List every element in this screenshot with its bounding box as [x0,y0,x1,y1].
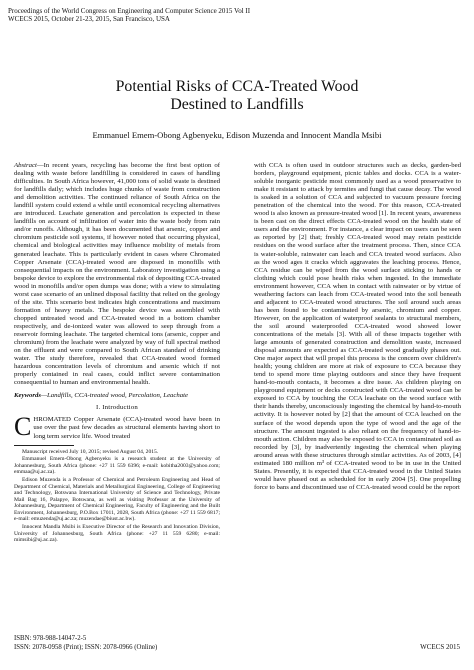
introduction-text: HROMATED Copper Arsenate (CCA)-treated wood have been in use over the past few decades as structural elements having short to long term service life. Wood treated [33,416,220,440]
left-column [14,162,220,545]
right-column-text: with CCA is often used in outdoor structures such as decks, garden-bed borders, playground equipment, picnic tables and docks. CCA is a water-soluble inorganic pesticide most commonly used as a wood preservative to make it resistant to attack by termites and fungi that cause decay. The wood is soaked in a solution of CCA and subjected to vacuum pressure forcing penetration of the chemical into the wood. For this reason, CCA-treated wood is also known as pressure-treated wood [1]. In recent years, awareness is been cast on the direct effects CCA-treated wood on the health state of users and the environment. For instance, a clear impact on users can be seen as reported by [2] that; freshly CCA-treated wood may retain pesticide residues on the wood surface after the treatment process. Then, since CCA is water-soluble, rainwater can leach and CCA treated wood surfaces. Also as the wood ages it cracks which aggravates the leaching process. Hence, CCA residue can be wiped from the wood surface sticking to hands or clothing which could pose health risks when ingested. In the immediate environment however, CCA when in contact with rainwater or by virtue of weathering factors can leach from CCA-treated wood into the soil beneath and adjacent to CCA-treated wood structures. The soil around such areas has been found to be contaminated by arsenic, chromium and copper. However, on the application of waterproof sealants to structural members, the soil around waterproofed CCA-treated wood showed lower concentrations of the metals [3]. With all of these impacts together with large amounts of generated construction and demolition waste, increased disposal amounts are expected as CCA-treated wood gradually phases out. One major aspect that will propel this process is the concern over children's health; young children are more at risk of exposure to CCA because they tend to spend more time playing outdoors and since they have frequent hand-to-mouth contacts, it becomes a dire issue. As children playing on playground equipment or decks constructed with CCA-treated wood can be exposed to CCA by touching the CCA leachate on the wood surface with their hands thereby, unconsciously ingesting the chemical by hand-to-mouth activity. It is however noted by [2] that the amount of CCA leached on the surface of the wood depends upon the type of wood and the age of the structure. The amount ingested is also reliant on the frequency of hand-to-mouth action. Children may also be exposed to CCA in contaminated soil as recorded by [3], by inadvertently ingesting the chemical when playing around areas with these structures through similar activities. As of 2003, [4] estimated 180 million m³ of CCA-treated wood to be in use in the United States. Presently, it is expected that CCA-treated wood in the United States would have phased out as scheduled for in early 2004 [5]. One propelling force to bans and discontinued use of CCA-treated wood could be the report [254,162,461,491]
title-line-2: Destined to Landfills [170,96,304,113]
abstract [14,162,220,387]
right-column [254,162,461,493]
footer-isbn: ISBN: 978-988-14047-2-5 [14,635,87,642]
keywords [14,392,220,400]
section-heading-introduction: I. Introduction [96,404,138,412]
drop-cap: C [14,412,32,442]
abstract-label: Abstract [14,162,37,169]
keywords-label: Keywords [14,392,41,400]
footer-issn: ISSN: 2078-0958 (Print); ISSN: 2078-0966 (Online) [14,644,158,651]
footnotes [14,449,220,544]
footnote-author-1: Emmanuel Emem-Obong Agbenyeku is a research student at the University of Johannesburg, South Africa (phone: +27 11 559 6396; e-mail: kobitha2003@yahoo.com; emmaa@uj.ac.za). [14,456,220,476]
header-line-1: Proceedings of the World Congress on Engineering and Computer Science 2015 Vol II [8,7,251,15]
footer-conference: WCECS 2015 [420,643,460,651]
keywords-text: —Landfills, CCA-treated wood, Percolation, Leachate [41,392,189,400]
footnote-author-3: Innocent Mandla Msibi is Executive Director of the Research and Innovation Division, University of Johannesburg, South Africa (phone: +27 11 559 6280; e-mail: mimsibi@uj.ac.za). [14,524,220,544]
paper-title [0,78,474,114]
footer-identifiers [14,634,157,652]
footnote-divider [14,445,74,446]
footnote-author-2: Edison Muzenda is a Professor of Chemical and Petroleum Engineering and Head of Department of Chemical, Materials and Metallurgical Engineering, College of Engineering and Technology, Botswana International University of Science and Technology, Private Mail Bag 16, Palapye, Botswana, as well as visiting Professor at the University of Johannesburg, Department of Chemical Engineering, Faculty of Engineering and the Built Environment, Johannesburg, P.O.Box 17011, 2028, South Africa (phone: +27 11 559 6817; e-mail: emuzenda@uj.ac.za; muzendae@biust.ac.bw). [14,476,220,523]
title-line-1: Potential Risks of CCA-Treated Wood [115,78,359,95]
header-line-2: WCECS 2015, October 21-23, 2015, San Francisco, USA [8,15,170,24]
footnote-manuscript: Manuscript received July 10, 2015; revised August 04, 2015. [22,448,159,455]
abstract-text: —In recent years, recycling has become the first best option of dealing with waste before landfilling is considered in cases of handling difficulties. In South Africa however, 41,000 tons of solid waste is destined for landfills daily; which includes huge chunks of waste from construction and demolition activities. The continued reliance of South Africa on the landfill system could extend a while until economical recycling alternatives are introduced. Leachate generation and percolation is expected in these landfills on account of infiltration of water into the waste body from rain and/or runoffs. Although, it has been documented that arsenic, copper and chromium pesticide soil systems, if however noted that occurring physical, chemical and biological activities may influence mobility of metals from generated leachate. This is particularly evident in cases where Chromated Copper Arsenate (CCA)-treated wood are disposed in monofills with consequential impacts on the environment. Laboratory investigation using a bespoke device to explore the environmental risk of depositing CCA-treated wood in monofills and/or open dumps was done; with a view to simulating worst case scenario of an unlined disposal facility that relied on the geology of the site. This scenario best indicates high concentrations and maximum formation of heavy metals. The bespoke device was assembled with chopped untreated wood and CCA-treated wood in a bottom chamber respectively, and de-ionized water was allowed to seep through from a reservoir forming leachate. The targeted chemical ions (arsenic, copper and chromium) from the leachate were analyzed by way of full spectral method on the effluent and were compared to South African standard of drinking water. The study therefore, revealed that CCA-treated wood formed hazardous concentration levels of chromium and arsenic which if not properly contained in real cases, could inflict severe contamination consequential to human and environmental health. [14,162,221,387]
proceedings-header [8,7,308,23]
introduction-paragraph [14,412,220,442]
author-list: Emmanuel Emem-Obong Agbenyeku, Edison Muzenda and Innocent Mandla Msibi [92,130,382,140]
